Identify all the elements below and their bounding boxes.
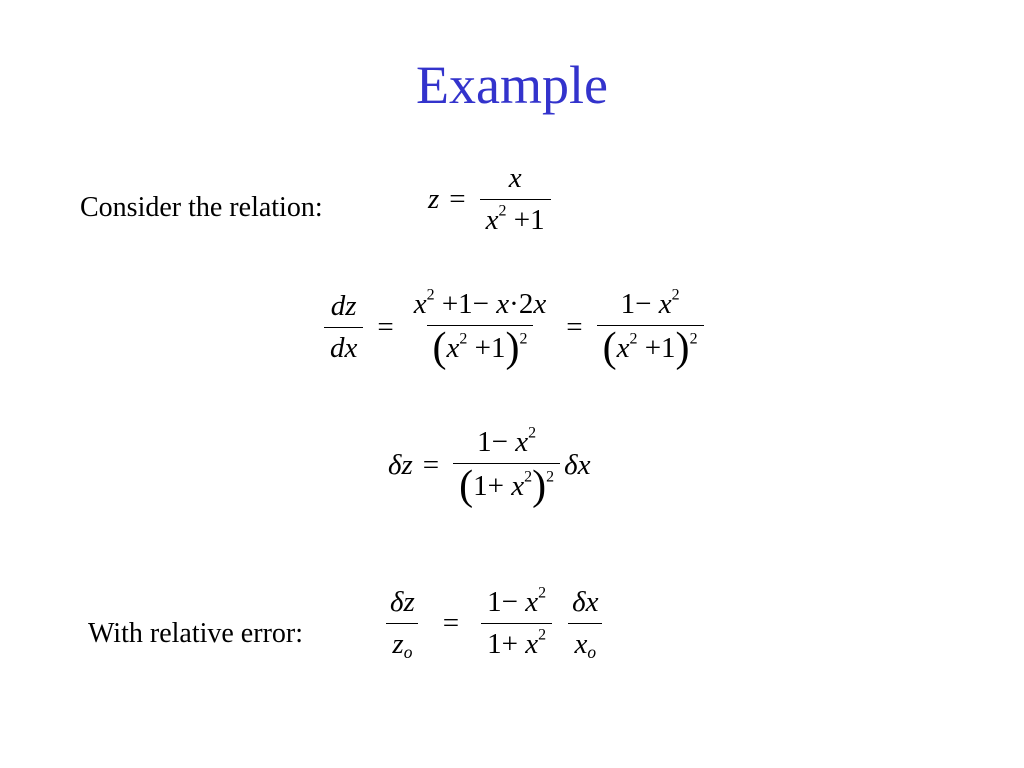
relative-equals: =: [442, 607, 460, 639]
relation-lhs: z: [428, 183, 440, 215]
delta-lhs: δz: [388, 449, 413, 482]
derivative-equals-2: =: [566, 311, 583, 344]
relation-denominator: $x^2 +1$: [480, 199, 551, 235]
derivative-equation: [320, 286, 708, 371]
relation-fraction: [480, 164, 551, 235]
relative-right-fraction: $\frac{\delta x}{x_o}$: [566, 588, 604, 659]
delta-fraction: $\frac{1- x^2}{(1+ x^2)^2}$: [453, 428, 560, 504]
derivative-middle-fraction: $\frac{x^2 +1- x\cdot 2x}{(x^2 +1)^2}$: [413, 286, 547, 371]
relation-numerator: x: [508, 162, 522, 194]
derivative-right-fraction: $\frac{1- x^2}{(x^2 +1)^2}$: [597, 290, 704, 366]
derivative-equals-1: =: [377, 311, 394, 344]
consider-label: Consider the relation:: [80, 192, 323, 223]
derivative-lhs-fraction: $\frac{dz}{dx}$: [324, 292, 363, 363]
slide-title: Example: [416, 55, 608, 115]
relative-lhs-fraction: $\frac{\delta z}{z_o}$: [384, 588, 421, 659]
delta-equals: =: [422, 449, 440, 482]
relative-middle-fraction: $\frac{1- x^2}{1+ x^2}$: [481, 588, 552, 659]
delta-equation: [388, 424, 591, 509]
relative-error-label: With relative error:: [88, 618, 303, 649]
relation-equals: =: [449, 183, 466, 215]
relative-error-equation: [380, 584, 608, 663]
delta-rhs: δx: [564, 449, 591, 482]
relation-equation: [428, 164, 555, 235]
